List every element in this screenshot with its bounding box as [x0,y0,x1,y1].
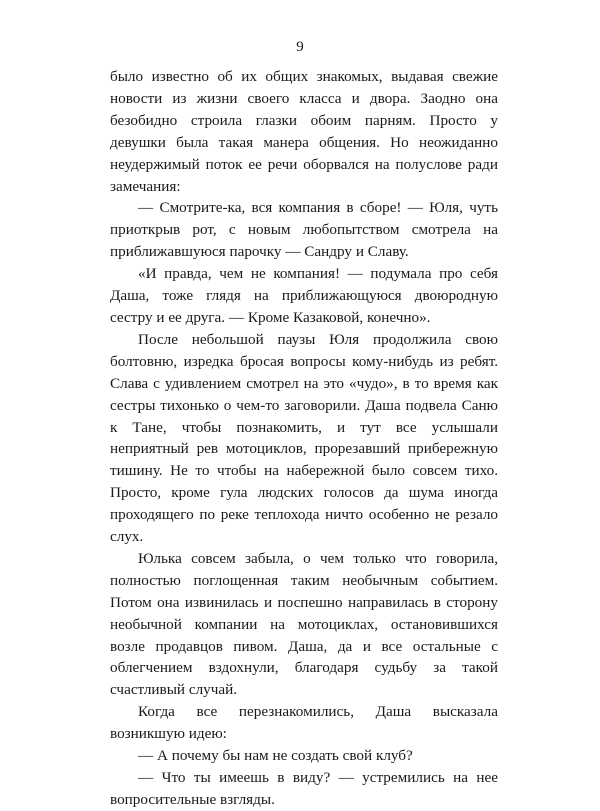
page-number: 9 [296,39,304,55]
paragraph: — А почему бы нам не создать свой клуб? [138,747,413,765]
paragraph: После небольшой паузы Юля продолжила свою болтовню, изредка бросая вопросы кому-нибудь из ребят. Слава с удивлением смотрел на это «чудо», в то время как сестры тихонько о чем-то заговорили. Даша подвела Саню к Тане, чтобы познакомить, и тут все услышали неприятный рев мотоциклов, прорезавший прибережную тишину. Не то чтобы на набережной было совсем тихо. Просто, кроме гула людских голосов да шума иногда проходящего по реке теплохода ничто особенно не резало слух. [110,330,498,546]
paragraph: было известно об их общих знакомых, выдавая свежие новости из жизни своего класса и двора. Заодно она безобидно строила глазки обоим парням. Просто у девушки была такая манера общения. Но неожиданно неудержимый поток ее речи оборвался на полуслове ради замечания: [110,68,498,195]
paragraph: — Смотрите-ка, вся компания в сборе! — Юля, чуть приоткрыв рот, с новым любопытством смотрела на приближавшуюся парочку — Сандру и Славу. [110,199,498,261]
paragraph: Юлька совсем забыла, о чем только что говорила, полностью поглощенная таким необычным событием. Потом она извинилась и поспешно направилась в сторону необычной компании на мотоциклах, остановившихся возле продавцов пивом. Даша, да и все остальные с облегчением вздохнули, благодаря судьбу за такой счастливый случай. [110,549,498,699]
body-text [110,66,498,811]
paragraph: — Что ты имеешь в виду? — устремились на нее вопросительные взгляды. [110,769,498,808]
paragraph: «И правда, чем не компания! — подумала про себя Даша, тоже глядя на приближающуюся двоюродную сестру и ее друга. — Кроме Казаковой, конечно». [110,265,498,326]
paragraph: Когда все перезнакомились, Даша высказала возникшую идею: [110,703,498,743]
